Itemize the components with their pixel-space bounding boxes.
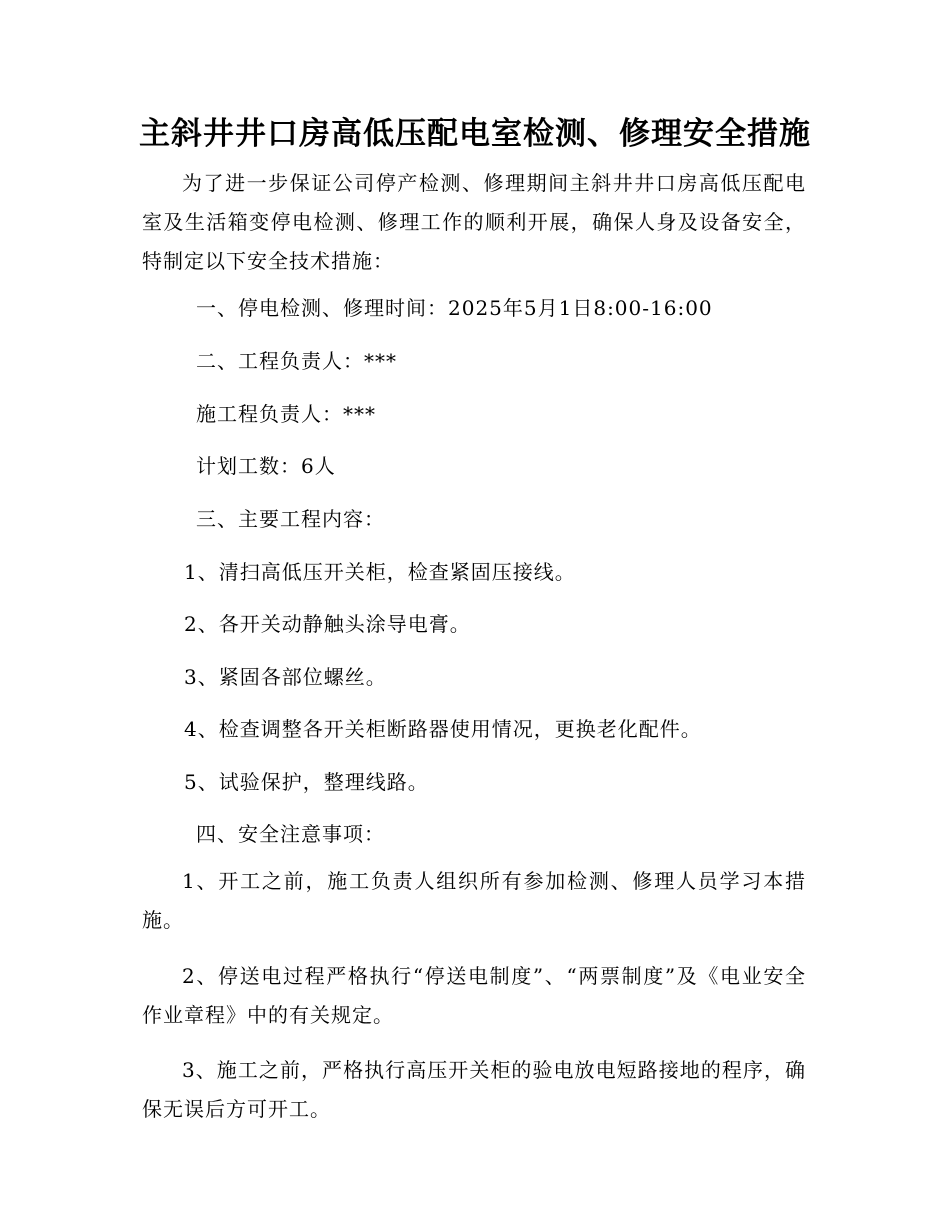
planned-workers: 计划工数：6人 xyxy=(196,454,336,478)
work-item: 5、试验保护，整理线路。 xyxy=(184,770,429,794)
intro-paragraph: 为了进一步保证公司停产检测、修理期间主斜井井口房高低压配电室及生活箱变停电检测、修理工作的顺利开展，确保人身及设备安全，特制定以下安全技术措施： xyxy=(142,171,806,273)
construction-lead: 施工程负责人：*** xyxy=(196,402,376,426)
work-item: 2、各开关动静触头涂导电膏。 xyxy=(184,612,471,636)
document-title: 主斜井井口房高低压配电室检测、修理安全措施 xyxy=(139,116,811,152)
work-item: 1、清扫高低压开关柜，检查紧固压接线。 xyxy=(184,560,576,584)
work-item: 3、紧固各部位螺丝。 xyxy=(184,665,387,689)
safety-item: 3、施工之前，严格执行高压开关柜的验电放电短路接地的程序，确保无误后方可开工。 xyxy=(142,1058,806,1121)
section-4-heading: 四、安全注意事项： xyxy=(196,822,385,846)
work-item: 4、检查调整各开关柜断路器使用情况，更换老化配件。 xyxy=(184,717,702,741)
section-1-time: 一、停电检测、修理时间：2025年5月1日8:00-16:00 xyxy=(196,296,713,320)
safety-item: 1、开工之前，施工负责人组织所有参加检测、修理人员学习本措施。 xyxy=(142,869,806,932)
safety-item: 2、停送电过程严格执行“停送电制度”、“两票制度”及《电业安全作业章程》中的有关规定。 xyxy=(142,964,806,1027)
section-2-project-lead: 二、工程负责人：*** xyxy=(196,349,397,373)
section-3-heading: 三、主要工程内容： xyxy=(196,507,385,531)
